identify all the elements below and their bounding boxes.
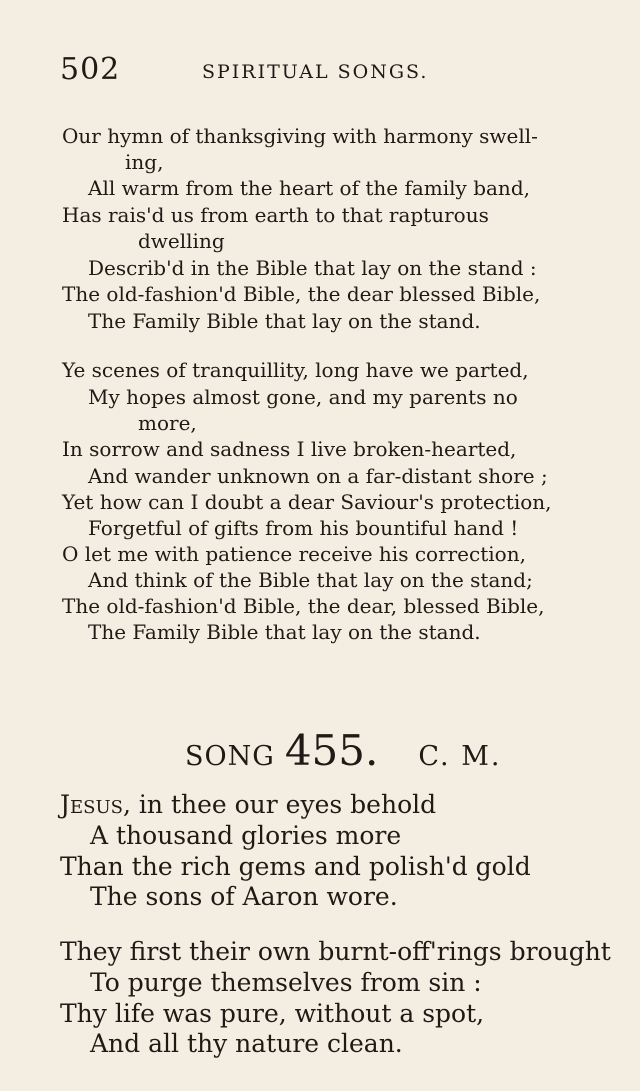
verse-line: Than the rich gems and polish'd gold: [60, 852, 531, 881]
first-word: Jesus,: [60, 790, 131, 819]
verse-line: They first their own burnt-off'rings brought: [60, 937, 611, 966]
verse-line: The Family Bible that lay on the stand.: [88, 309, 481, 333]
verse-line: O let me with patience receive his correction,: [62, 542, 526, 566]
verse-line: Describ'd in the Bible that lay on the stand :: [88, 256, 537, 280]
verse-line: The Family Bible that lay on the stand.: [88, 620, 481, 644]
verse-line: In sorrow and sadness I live broken-hearted,: [62, 437, 517, 461]
verse-line: Our hymn of thanksgiving with harmony swell-: [62, 124, 538, 148]
first-line-rest: in thee our eyes behold: [130, 790, 437, 819]
page-number: 502: [60, 52, 121, 87]
verse-line: The old-fashion'd Bible, the dear blessed Bible,: [62, 282, 541, 306]
verse-line: dwelling: [138, 229, 225, 253]
verse-line: The old-fashion'd Bible, the dear, blessed Bible,: [62, 594, 545, 618]
verse-line: The sons of Aaron wore.: [90, 882, 398, 911]
verse-line: And think of the Bible that lay on the stand;: [88, 568, 533, 592]
song-label: SONG: [185, 741, 275, 772]
verse-line: more,: [138, 411, 197, 435]
verse-line: Forgetful of gifts from his bountiful hand !: [88, 516, 519, 540]
verse-line: Yet how can I doubt a dear Saviour's protection,: [62, 490, 552, 514]
running-title: SPIRITUAL SONGS.: [202, 61, 429, 83]
song-number: 455.: [284, 726, 379, 775]
verse-line: Thy life was pure, without a spot,: [60, 999, 485, 1028]
verse-line: And wander unknown on a far-distant shore ;: [88, 464, 548, 488]
song-meter: C. M.: [418, 741, 502, 772]
song-heading: [185, 726, 501, 775]
verse-line: All warm from the heart of the family band,: [88, 176, 530, 200]
verse-line: To purge themselves from sin :: [90, 968, 482, 997]
verse-line: Ye scenes of tranquillity, long have we parted,: [62, 358, 529, 382]
verse-line: ing,: [125, 150, 164, 174]
verse-line: A thousand glories more: [90, 821, 402, 850]
verse-line: [60, 790, 436, 820]
verse-line: My hopes almost gone, and my parents no: [88, 385, 518, 409]
verse-line: And all thy nature clean.: [90, 1029, 403, 1058]
verse-line: Has rais'd us from earth to that rapturous: [62, 203, 489, 227]
page-header: [60, 52, 620, 92]
